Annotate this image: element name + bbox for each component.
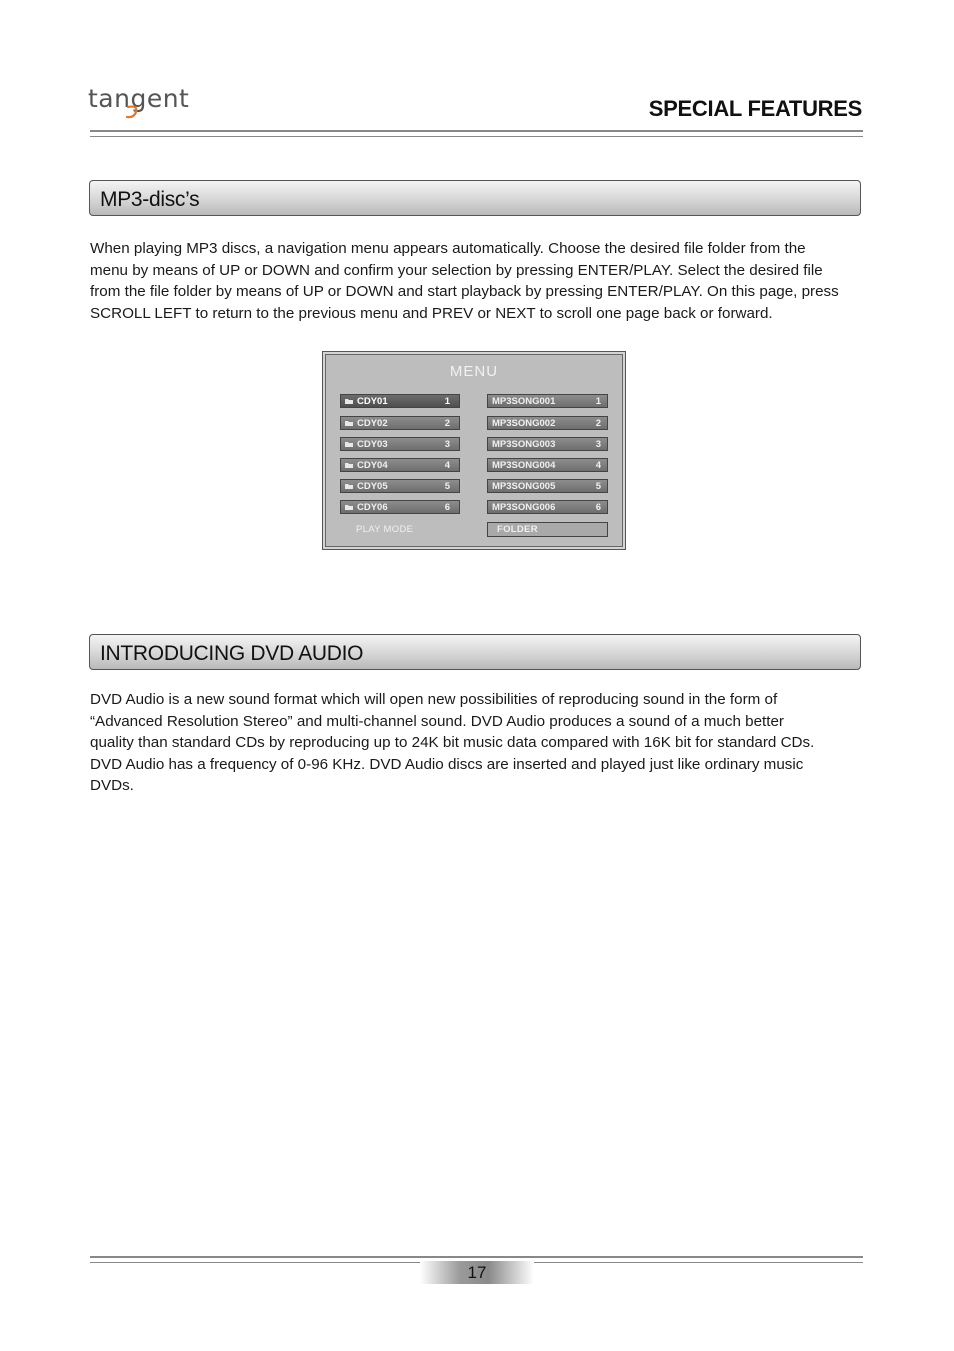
- folder-item[interactable]: [340, 437, 460, 451]
- folder-number: 4: [444, 460, 450, 471]
- song-number: 5: [595, 481, 601, 492]
- folder-number: 3: [444, 439, 450, 450]
- text-line: When playing MP3 discs, a navigation menu appears automatically. Choose the desired file folder from the: [90, 240, 806, 257]
- text-line: DVDs.: [90, 777, 134, 794]
- folder-number: 5: [444, 481, 450, 492]
- play-mode-option[interactable]: PLAY MODE: [356, 524, 414, 535]
- song-label: MP3SONG003: [492, 439, 556, 450]
- folder-item[interactable]: [340, 500, 460, 514]
- folder-button[interactable]: [487, 522, 608, 537]
- song-number: 4: [595, 460, 601, 471]
- mp3-menu-panel: [325, 354, 623, 547]
- song-number: 1: [595, 396, 601, 407]
- folder-button-label: FOLDER: [497, 524, 538, 535]
- song-label: MP3SONG001: [492, 396, 556, 407]
- folder-item[interactable]: [340, 394, 460, 408]
- song-item[interactable]: [487, 479, 608, 493]
- folder-icon: [345, 420, 353, 426]
- song-number: 6: [595, 502, 601, 513]
- song-label: MP3SONG005: [492, 481, 556, 492]
- folder-label: CDY06: [357, 502, 388, 513]
- page-number: 17: [467, 1263, 487, 1282]
- folder-icon: [345, 398, 353, 404]
- mp3-description: [90, 238, 890, 324]
- menu-title: MENU: [449, 363, 499, 380]
- song-item[interactable]: [487, 394, 608, 408]
- dvd-audio-description: [90, 689, 890, 797]
- folder-label: CDY03: [357, 439, 388, 450]
- text-line: menu by means of UP or DOWN and confirm your selection by pressing ENTER/PLAY. Select the desired file: [90, 261, 823, 279]
- song-item[interactable]: [487, 437, 608, 451]
- section-heading-text: MP3-disc’s: [100, 188, 200, 211]
- brand-logo: tangent: [88, 84, 190, 113]
- text-line: DVD Audio is a new sound format which will open new possibilities of reproducing sound in the form of: [90, 691, 778, 708]
- folder-icon: [345, 462, 353, 468]
- folder-label: CDY02: [357, 418, 388, 429]
- folder-icon: [345, 441, 353, 447]
- song-label: MP3SONG004: [492, 460, 556, 471]
- text-line: DVD Audio has a frequency of 0-96 KHz. DVD Audio discs are inserted and played just like ordinary music: [90, 755, 804, 773]
- folder-item[interactable]: [340, 458, 460, 472]
- song-number: 3: [595, 439, 601, 450]
- folder-number: 2: [444, 418, 450, 429]
- folder-label: CDY01: [357, 396, 388, 407]
- header-divider: [90, 130, 863, 137]
- text-line: SCROLL LEFT to return to the previous menu and PREV or NEXT to scroll one page back or forward.: [90, 304, 773, 322]
- text-line: from the file folder by means of UP or DOWN and start playback by pressing ENTER/PLAY. On this page, press: [90, 283, 839, 300]
- text-line: “Advanced Resolution Stereo” and multi-channel sound. DVD Audio produces a sound of a much better: [90, 712, 784, 730]
- page-header-title: SPECIAL FEATURES: [648, 96, 862, 121]
- song-label: MP3SONG002: [492, 418, 556, 429]
- folder-item[interactable]: [340, 479, 460, 493]
- section-heading-mp3: [89, 180, 861, 216]
- folder-number: 6: [444, 502, 450, 513]
- song-item[interactable]: [487, 458, 608, 472]
- text-line: quality than standard CDs by reproducing up to 24K bit music data compared with 16K bit for standard CDs.: [90, 734, 815, 751]
- song-item[interactable]: [487, 416, 608, 430]
- song-number: 2: [595, 418, 601, 429]
- folder-label: CDY05: [357, 481, 388, 492]
- section-heading-dvd-audio: [89, 634, 861, 670]
- mp3-menu-screen: [322, 351, 626, 550]
- folder-icon: [345, 483, 353, 489]
- folder-item[interactable]: [340, 416, 460, 430]
- section-heading-text: INTRODUCING DVD AUDIO: [100, 642, 364, 665]
- logo-swoosh-icon: [126, 104, 140, 120]
- song-item[interactable]: [487, 500, 608, 514]
- folder-icon: [345, 504, 353, 510]
- folder-number: 1: [444, 396, 450, 407]
- song-label: MP3SONG006: [492, 502, 556, 513]
- folder-label: CDY04: [357, 460, 388, 471]
